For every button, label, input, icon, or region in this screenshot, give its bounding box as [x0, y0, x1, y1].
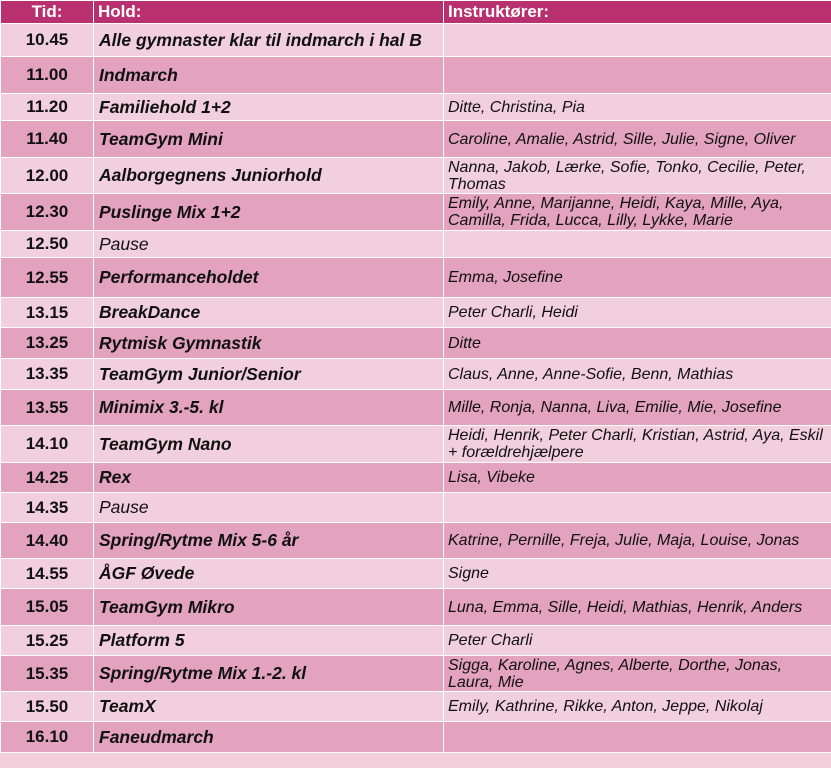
row-time: 12.30 — [1, 194, 94, 231]
table-row — [1, 94, 831, 121]
row-instructors: Katrine, Pernille, Freja, Julie, Maja, Louise, Jonas — [444, 523, 831, 559]
table-row — [1, 328, 831, 359]
table-row — [1, 158, 831, 194]
table-row — [1, 298, 831, 328]
row-hold: TeamGym Mikro — [94, 589, 444, 626]
row-time: 13.35 — [1, 359, 94, 390]
table-row — [1, 390, 831, 426]
row-instructors: Lisa, Vibeke — [444, 463, 831, 493]
row-time: 15.25 — [1, 626, 94, 656]
row-instructors: Emma, Josefine — [444, 258, 831, 298]
row-hold: TeamGym Mini — [94, 121, 444, 158]
row-instructors: Ditte — [444, 328, 831, 359]
row-instructors: Heidi, Henrik, Peter Charli, Kristian, Astrid, Aya, Eskil + forældrehjælpere — [444, 426, 831, 463]
row-time: 12.55 — [1, 258, 94, 298]
row-time: 15.50 — [1, 692, 94, 722]
row-time: 13.15 — [1, 298, 94, 328]
row-hold: Pause — [94, 231, 444, 258]
table-row — [1, 626, 831, 656]
schedule-body — [1, 24, 831, 753]
row-time: 12.50 — [1, 231, 94, 258]
row-time: 13.25 — [1, 328, 94, 359]
table-row — [1, 258, 831, 298]
row-hold: BreakDance — [94, 298, 444, 328]
row-instructors: Caroline, Amalie, Astrid, Sille, Julie, Signe, Oliver — [444, 121, 831, 158]
row-hold: Puslinge Mix 1+2 — [94, 194, 444, 231]
row-hold: Performanceholdet — [94, 258, 444, 298]
row-time: 11.20 — [1, 94, 94, 121]
header-row — [1, 1, 831, 24]
row-time: 11.40 — [1, 121, 94, 158]
row-instructors: Emily, Anne, Marijanne, Heidi, Kaya, Mille, Aya, Camilla, Frida, Lucca, Lilly, Lykke, Marie — [444, 194, 831, 231]
table-row — [1, 722, 831, 753]
hold-header: Hold: — [94, 1, 444, 24]
row-instructors: Sigga, Karoline, Agnes, Alberte, Dorthe, Jonas, Laura, Mie — [444, 656, 831, 692]
table-row — [1, 692, 831, 722]
row-hold: Spring/Rytme Mix 1.-2. kl — [94, 656, 444, 692]
row-time: 13.55 — [1, 390, 94, 426]
row-hold: ÅGF Øvede — [94, 559, 444, 589]
table-row — [1, 589, 831, 626]
row-time: 15.35 — [1, 656, 94, 692]
row-hold: Platform 5 — [94, 626, 444, 656]
table-row — [1, 194, 831, 231]
table-row — [1, 523, 831, 559]
row-instructors: Claus, Anne, Anne-Sofie, Benn, Mathias — [444, 359, 831, 390]
row-instructors — [444, 57, 831, 94]
row-time: 15.05 — [1, 589, 94, 626]
row-instructors: Ditte, Christina, Pia — [444, 94, 831, 121]
row-hold: TeamGym Nano — [94, 426, 444, 463]
instructors-header: Instruktører: — [444, 1, 831, 24]
row-hold: TeamX — [94, 692, 444, 722]
row-time: 16.10 — [1, 722, 94, 753]
row-instructors: Signe — [444, 559, 831, 589]
row-hold: Familiehold 1+2 — [94, 94, 444, 121]
row-time: 14.10 — [1, 426, 94, 463]
table-row — [1, 231, 831, 258]
row-instructors — [444, 231, 831, 258]
row-instructors: Peter Charli, Heidi — [444, 298, 831, 328]
table-row — [1, 656, 831, 692]
row-time: 14.35 — [1, 493, 94, 523]
table-row — [1, 559, 831, 589]
table-row — [1, 121, 831, 158]
row-time: 10.45 — [1, 24, 94, 57]
row-hold: TeamGym Junior/Senior — [94, 359, 444, 390]
row-hold: Indmarch — [94, 57, 444, 94]
table-row — [1, 463, 831, 493]
row-time: 14.25 — [1, 463, 94, 493]
row-time: 14.55 — [1, 559, 94, 589]
row-hold: Minimix 3.-5. kl — [94, 390, 444, 426]
row-time: 14.40 — [1, 523, 94, 559]
row-instructors — [444, 493, 831, 523]
row-hold: Rex — [94, 463, 444, 493]
row-hold: Rytmisk Gymnastik — [94, 328, 444, 359]
row-instructors: Nanna, Jakob, Lærke, Sofie, Tonko, Cecilie, Peter, Thomas — [444, 158, 831, 194]
time-header: Tid: — [1, 1, 94, 24]
row-instructors: Mille, Ronja, Nanna, Liva, Emilie, Mie, Josefine — [444, 390, 831, 426]
table-row — [1, 493, 831, 523]
row-instructors: Emily, Kathrine, Rikke, Anton, Jeppe, Nikolaj — [444, 692, 831, 722]
table-row — [1, 24, 831, 57]
table-row — [1, 57, 831, 94]
table-row — [1, 426, 831, 463]
table-row — [1, 359, 831, 390]
row-hold: Pause — [94, 493, 444, 523]
row-hold: Faneudmarch — [94, 722, 444, 753]
row-hold: Aalborgegnens Juniorhold — [94, 158, 444, 194]
row-time: 11.00 — [1, 57, 94, 94]
row-instructors: Luna, Emma, Sille, Heidi, Mathias, Henrik, Anders — [444, 589, 831, 626]
row-instructors: Peter Charli — [444, 626, 831, 656]
row-time: 12.00 — [1, 158, 94, 194]
row-instructors — [444, 24, 831, 57]
row-hold: Alle gymnaster klar til indmarch i hal B — [94, 24, 444, 57]
row-instructors — [444, 722, 831, 753]
row-hold: Spring/Rytme Mix 5-6 år — [94, 523, 444, 559]
